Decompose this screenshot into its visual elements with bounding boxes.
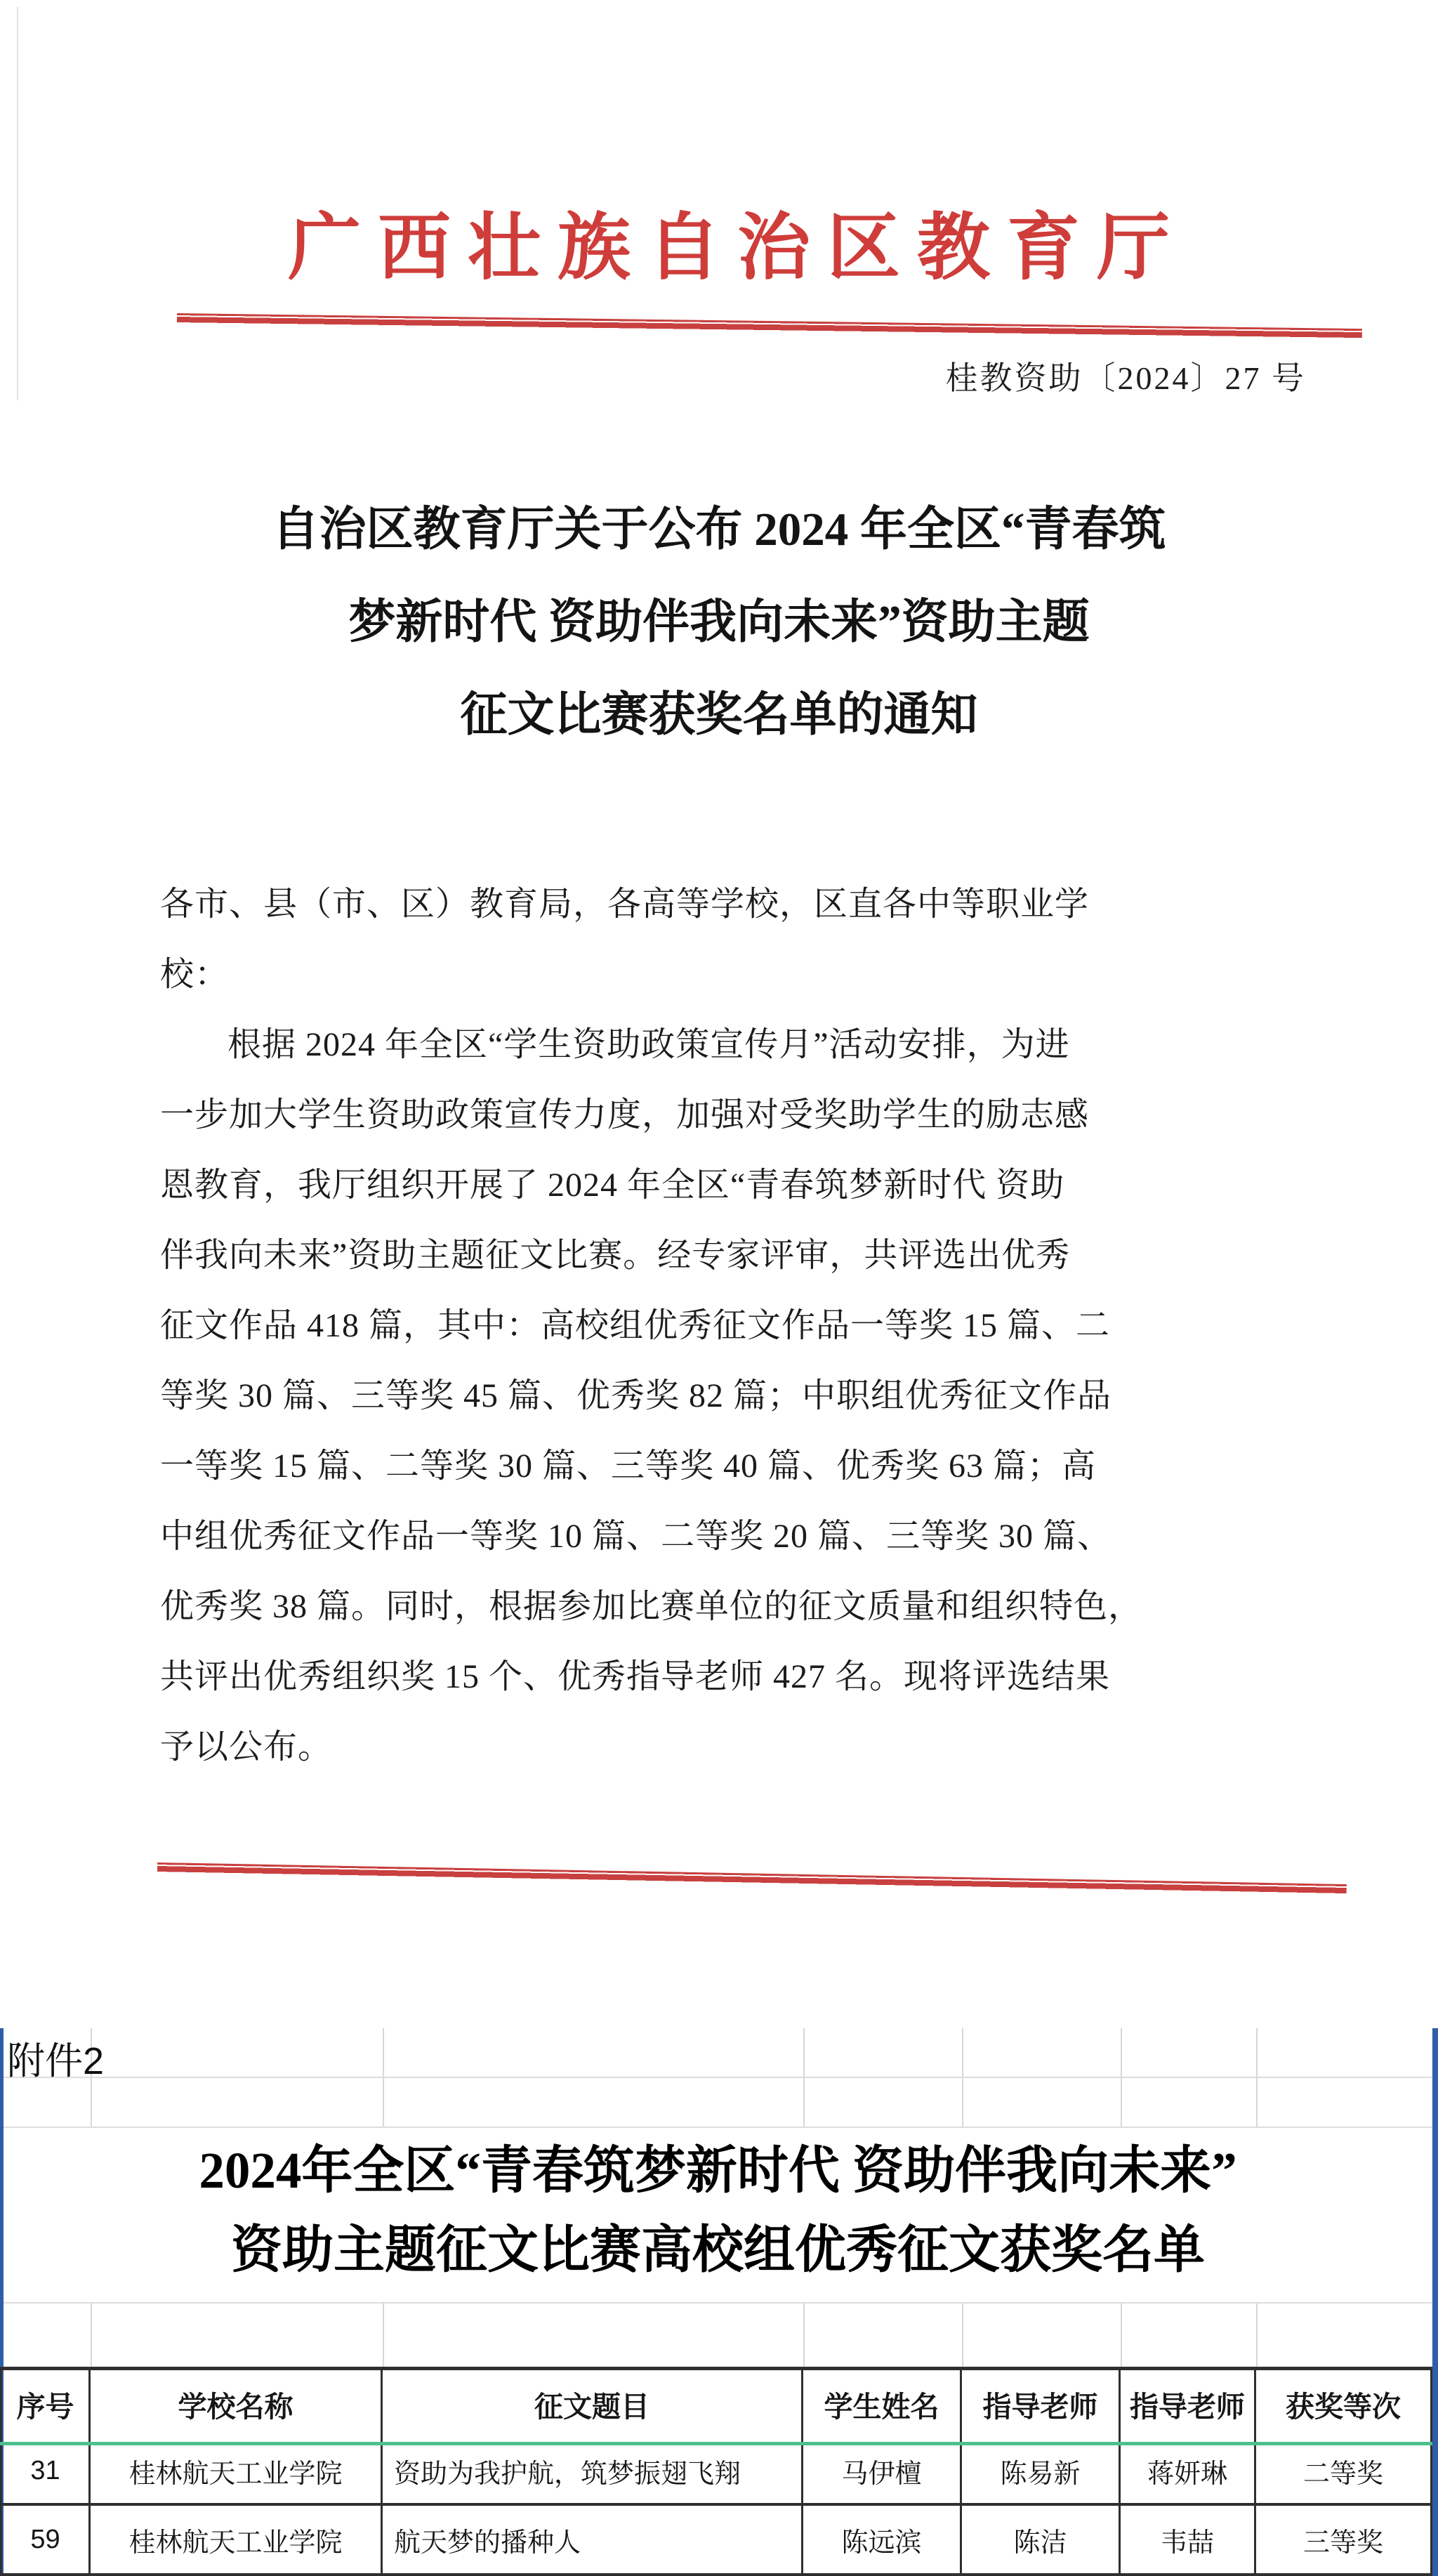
cell-award: 三等奖 [1256, 2506, 1432, 2576]
cell-essay: 资助为我护航，筑梦振翅飞翔 [383, 2438, 803, 2506]
award-table [0, 2367, 1432, 2576]
sheet-title [4, 2131, 1432, 2289]
cell-teacher-1: 陈洁 [962, 2506, 1121, 2576]
gridline [4, 2127, 1432, 2128]
body-line: 优秀奖 38 篇。同时，根据参加比赛单位的征文质量和组织特色， [160, 1588, 1143, 1625]
cell-award: 二等奖 [1256, 2438, 1432, 2506]
cell-teacher-1: 陈易新 [962, 2438, 1121, 2506]
red-divider-top [177, 313, 1362, 339]
notice-title [143, 483, 1295, 761]
body-line: 等奖 30 篇、三等奖 45 篇、优秀奖 82 篇；中职组优秀征文作品 [160, 1377, 1112, 1414]
body-line: 各市、县（市、区）教育局，各高等学校，区直各中等职业学 [160, 886, 1090, 923]
notice-body [160, 869, 1326, 1782]
body-line: 一步加大学生资助政策宣传力度，加强对受奖助学生的励志感 [160, 1096, 1090, 1133]
attachment-spreadsheet [0, 2028, 1438, 2576]
body-line: 征文作品 418 篇，其中：高校组优秀征文作品一等奖 15 篇、二 [160, 1307, 1111, 1344]
body-line: 恩教育，我厅组织开展了 2024 年全区“青春筑梦新时代 资助 [160, 1167, 1065, 1204]
col-header-teacher-1: 指导老师 [962, 2370, 1121, 2438]
cell-school: 桂林航天工业学院 [91, 2506, 383, 2576]
body-line: 予以公布。 [160, 1728, 333, 1766]
gridline [962, 2302, 963, 2367]
gridline [4, 2302, 1432, 2304]
notice-title-line-2: 梦新时代 资助伴我向未来”资助主题 [348, 596, 1090, 648]
col-header-school: 学校名称 [91, 2370, 383, 2438]
col-header-award: 获奖等次 [1256, 2370, 1432, 2438]
sheet-title-line-2: 资助主题征文比赛高校组优秀征文获奖名单 [231, 2221, 1205, 2278]
gridline [383, 2302, 384, 2367]
col-header-essay-title: 征文题目 [383, 2370, 803, 2438]
col-header-teacher-2: 指导老师 [1121, 2370, 1256, 2438]
body-line: 伴我向未来”资助主题征文比赛。经专家评审，共评选出优秀 [160, 1237, 1071, 1274]
cell-teacher-2: 韦喆 [1121, 2506, 1256, 2576]
document-number: 桂教资助〔2024〕27 号 [945, 360, 1306, 396]
body-line: 校： [160, 956, 230, 993]
gridline [1121, 2302, 1122, 2367]
col-header-student: 学生姓名 [803, 2370, 962, 2438]
body-line: 根据 2024 年全区“学生资助政策宣传月”活动安排，为进 [227, 1026, 1070, 1063]
freeze-pane-green-line [0, 2442, 1432, 2445]
gridline [91, 2302, 92, 2367]
cell-teacher-2: 蒋妍琳 [1121, 2438, 1256, 2506]
attachment-label: 附件2 [7, 2040, 105, 2082]
notice-title-line-1: 自治区教育厅关于公布 2024 年全区“青春筑 [272, 504, 1166, 556]
cell-school: 桂林航天工业学院 [91, 2438, 383, 2506]
cell-essay: 航天梦的播种人 [383, 2506, 803, 2576]
agency-title: 广西壮族自治区教育厅 [287, 208, 1187, 289]
body-line: 一等奖 15 篇、二等奖 30 篇、三等奖 40 篇、优秀奖 63 篇；高 [160, 1447, 1097, 1485]
cell-student: 陈远滨 [803, 2506, 962, 2576]
gridline [4, 2077, 1432, 2078]
body-line: 中组优秀征文作品一等奖 10 篇、二等奖 20 篇、三等奖 30 篇、 [160, 1518, 1112, 1555]
sheet-title-line-1: 2024年全区“青春筑梦新时代 资助伴我向未来” [199, 2142, 1237, 2199]
gridline [803, 2302, 805, 2367]
cell-student: 马伊檀 [803, 2438, 962, 2506]
cell-no: 59 [0, 2506, 91, 2576]
body-line: 共评出优秀组织奖 15 个、优秀指导老师 427 名。现将评选结果 [160, 1658, 1111, 1695]
red-divider-bottom [157, 1862, 1347, 1895]
sheet-right-edge [1432, 2028, 1438, 2576]
notice-title-line-3: 征文比赛获奖名单的通知 [460, 689, 978, 741]
cell-no: 31 [0, 2438, 91, 2506]
gridline [1256, 2302, 1258, 2367]
scan-artifact-line [17, 7, 18, 400]
col-header-no: 序号 [0, 2370, 91, 2438]
